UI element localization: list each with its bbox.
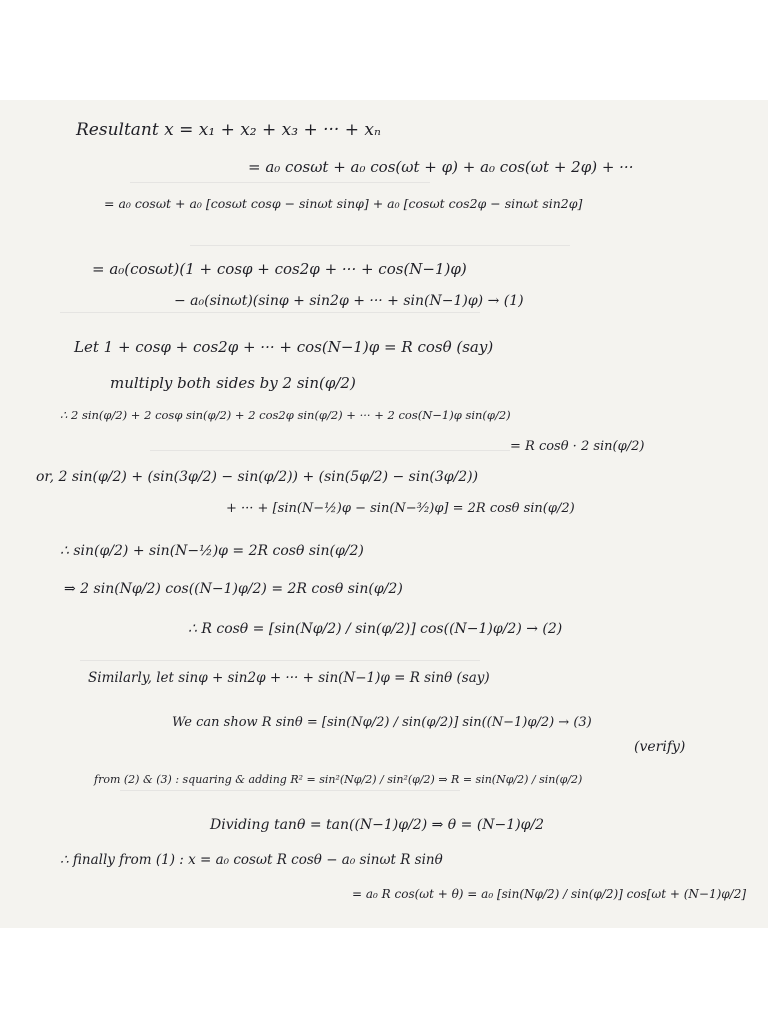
- note-line: = a₀(cosωt)(1 + cosφ + cos2φ + ··· + cos(N−1)φ): [92, 260, 467, 278]
- note-line: (verify): [634, 739, 686, 755]
- note-line: ⇒ 2 sin(Nφ/2) cos((N−1)φ/2) = 2R cosθ sin(φ/2): [64, 581, 403, 597]
- note-line: = a₀ cosωt + a₀ cos(ωt + φ) + a₀ cos(ωt + 2φ) + ···: [248, 158, 634, 176]
- note-line: = a₀ R cos(ωt + θ) = a₀ [sin(Nφ/2) / sin(φ/2)] cos[ωt + (N−1)φ/2]: [352, 887, 747, 901]
- note-line: Resultant x = x₁ + x₂ + x₃ + ··· + xₙ: [76, 120, 381, 140]
- note-line: + ··· + [sin(N−½)φ − sin(N−³⁄₂)φ] = 2R cosθ sin(φ/2): [226, 501, 575, 516]
- note-line: ∴ 2 sin(φ/2) + 2 cosφ sin(φ/2) + 2 cos2φ sin(φ/2) + ··· + 2 cos(N−1)φ sin(φ/2): [60, 408, 511, 422]
- note-line: or, 2 sin(φ/2) + (sin(3φ/2) − sin(φ/2)) + (sin(5φ/2) − sin(3φ/2)): [36, 469, 479, 485]
- note-line: Similarly, let sinφ + sin2φ + ··· + sin(N−1)φ = R sinθ (say): [88, 670, 490, 686]
- note-line: ∴ finally from (1) : x = a₀ cosωt R cosθ − a₀ sinωt R sinθ: [60, 852, 443, 868]
- note-line: = R cosθ · 2 sin(φ/2): [510, 439, 645, 454]
- bleed-through-line: [190, 245, 570, 246]
- note-line: multiply both sides by 2 sin(φ/2): [110, 374, 356, 392]
- bleed-through-line: [80, 660, 480, 661]
- note-line: − a₀(sinωt)(sinφ + sin2φ + ··· + sin(N−1)φ) → (1): [174, 293, 524, 309]
- bleed-through-line: [120, 790, 460, 791]
- note-line: ∴ sin(φ/2) + sin(N−½)φ = 2R cosθ sin(φ/2): [60, 543, 364, 559]
- note-line: Dividing tanθ = tan((N−1)φ/2) ⇒ θ = (N−1)φ/2: [210, 817, 545, 833]
- note-line: = a₀ cosωt + a₀ [cosωt cosφ − sinωt sinφ] + a₀ [cosωt cos2φ − sinωt sin2φ]: [104, 196, 583, 211]
- note-line: Let 1 + cosφ + cos2φ + ··· + cos(N−1)φ = R cosθ (say): [74, 338, 494, 356]
- note-line: from (2) & (3) : squaring & adding R² = sin²(Nφ/2) / sin²(φ/2) ⇒ R = sin(Nφ/2) / sin(φ/2): [94, 773, 583, 786]
- bleed-through-line: [150, 450, 510, 451]
- bleed-through-line: [130, 182, 430, 183]
- note-line: We can show R sinθ = [sin(Nφ/2) / sin(φ/2)] sin((N−1)φ/2) → (3): [172, 715, 592, 730]
- note-line: ∴ R cosθ = [sin(Nφ/2) / sin(φ/2)] cos((N−1)φ/2) → (2): [188, 621, 563, 637]
- bleed-through-line: [60, 312, 480, 313]
